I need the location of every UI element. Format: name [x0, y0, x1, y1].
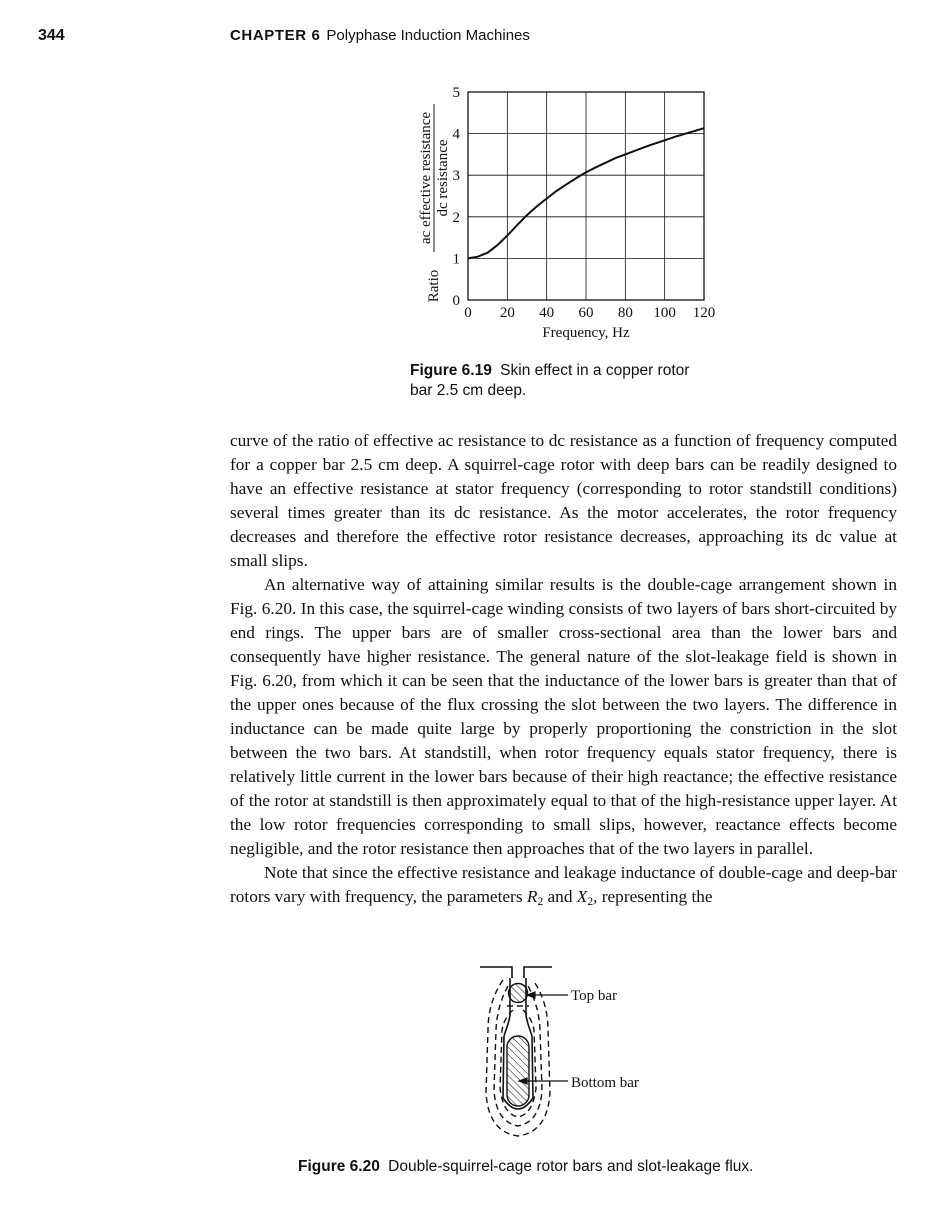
y-tick-label: 4: [452, 126, 460, 143]
y-axis-label: [418, 104, 451, 302]
chapter-title: Polyphase Induction Machines: [326, 27, 530, 44]
symbol-x: X: [576, 887, 588, 906]
top-bar-label: Top bar: [571, 988, 618, 1004]
top-bar-pointer: [527, 992, 568, 998]
figure-6-19-caption: [410, 361, 710, 401]
x-tick-label: 120: [692, 305, 716, 321]
symbol-r: R: [526, 887, 538, 906]
paragraph-2: An alternative way of attaining similar results is the double-cage arrangement shown in Fig. 6.20. In this case, the squirrel-cage winding consists of two layers of bars short-circuited by end rings. The upper bars are of smaller cross-sectional area than the lower bars and consequently have higher resistance. The general nature of the slot-leakage field is shown in Fig. 6.20, from which it can be seen that the inductance of the lower bars is greater than that of the upper ones because of the flux crossing the slot between the two layers. The difference in inductance can be made quite large by properly proportioning the constriction in the slot between the two bars. At standstill, when rotor frequency equals stator frequency, there is relatively little current in the lower bars because of their high reactance; the effective resistance of the rotor at standstill is then approximately equal to that of the high-resistance upper layer. At the low rotor frequencies corresponding to small slips, however, reactance effects become negligible, and the rotor resistance then approaches that of the two layers in parallel.: [230, 575, 897, 858]
figure-6-20-caption: [298, 1157, 753, 1177]
x-tick-label: 100: [653, 305, 676, 321]
y-tick-label: 1: [452, 251, 460, 268]
symbol-x-subscript: 2: [587, 896, 594, 908]
chapter-heading: [230, 27, 530, 44]
y-tick-label: 0: [452, 293, 460, 309]
y-axis-label-denominator: dc resistance: [435, 139, 451, 217]
body-text: [230, 429, 897, 909]
bottom-bar: [507, 1036, 529, 1106]
y-tick-label: 3: [452, 168, 460, 185]
paragraph-1: curve of the ratio of effective ac resistance to dc resistance as a function of frequency computed for a copper bar 2.5 cm deep. A squirrel-cage rotor with deep bars can be readily designed to have an effective resistance at stator frequency (corresponding to rotor standstill conditions) several times greater than its dc resistance. As the motor accelerates, the rotor frequency decreases and therefore the effective rotor resistance decreases, approaching its dc value at small slips.: [230, 431, 897, 570]
symbol-r-subscript: 2: [537, 896, 544, 908]
paragraph-3-end: , representing the: [593, 887, 713, 906]
top-bar: [509, 984, 528, 1003]
x-tick-label: 40: [539, 305, 555, 321]
figure-6-19-label: Figure 6.19: [410, 362, 492, 379]
page-number: 344: [38, 27, 65, 44]
paragraph-3-and: and: [547, 887, 573, 906]
y-tick-label: 2: [452, 209, 460, 226]
x-tick-label: 20: [499, 305, 515, 321]
x-tick-label: 60: [578, 305, 594, 321]
paragraph-3: [230, 861, 897, 909]
y-axis-label-numerator: ac effective resistance: [418, 111, 434, 245]
y-tick-labels: [453, 85, 461, 309]
x-tick-labels: [464, 305, 715, 321]
x-axis-label: Frequency, Hz: [542, 325, 630, 341]
bottom-bar-label: Bottom bar: [571, 1075, 639, 1091]
y-axis-label-prefix: Ratio: [426, 269, 442, 303]
figure-6-20-text: Double-squirrel-cage rotor bars and slot-leakage flux.: [388, 1158, 754, 1175]
x-tick-label: 80: [617, 305, 633, 321]
paragraph-3-start: Note that since the effective resistance and leakage inductance of double-cage and deep-bar rotors vary with frequency, the parameters: [230, 863, 898, 906]
figure-6-19-text: Skin effect in a copper rotor bar 2.5 cm deep.: [410, 362, 690, 399]
bottom-bar-pointer: [519, 1078, 568, 1084]
skin-effect-chart: [400, 80, 730, 352]
y-tick-label: 5: [452, 85, 460, 101]
double-cage-rotor-diagram: [470, 960, 690, 1150]
chapter-label: CHAPTER 6: [230, 27, 321, 44]
figure-6-20-label: Figure 6.20: [298, 1158, 380, 1175]
x-tick-label: 0: [464, 305, 472, 321]
running-header: [38, 27, 896, 49]
chart-grid: [468, 92, 704, 300]
